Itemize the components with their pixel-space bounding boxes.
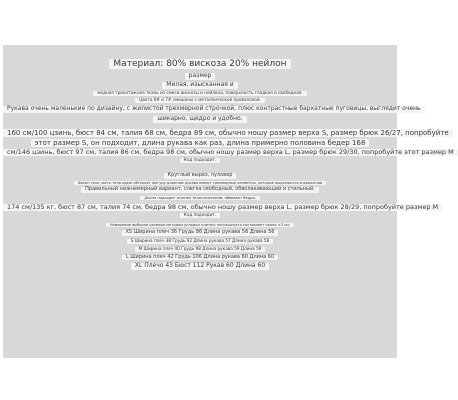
fit-line-3: [3, 202, 439, 211]
size-row-xl: [3, 263, 397, 270]
fit-note-line-3: [3, 213, 397, 218]
size-m-text: M Ширина плеч 40 Грудь 98 Длина рукава 59 Длина 59: [135, 247, 266, 252]
fabric-text: модная трикотажная ткань из смеси вискозы и нейлона, поверхность гладкая и свободная.: [93, 91, 306, 96]
length-note-line: [3, 196, 397, 200]
fit-text-3: 174 см/135 кг, бюст 87 см, талия 74 см, бедра 98 см, обычно ношу размер верха L, размер брюк 28/29, попробуйте размер M: [3, 204, 442, 211]
fit-note-2: Код подходит.: [180, 158, 220, 163]
size-l-text: L Ширина плеч 42 Грудь 106 Длина рукава 60 Длина 60: [122, 255, 278, 261]
crew-neck-line: [3, 173, 397, 179]
tiny-note-line: [3, 181, 397, 185]
style-line: [3, 82, 397, 89]
size-row-m: [3, 247, 397, 252]
sleeves-line: [3, 104, 421, 113]
size-row-s: [3, 239, 397, 244]
material-text: Материал: 80% вискоза 20% нейлон: [109, 59, 290, 69]
correct-combo-text: Правильный нижнемерный вариант, слегка свободный, обволакивающий и стильный.: [81, 187, 319, 193]
style-text: Милая, изысканная и: [162, 82, 237, 89]
size-s-text: S Ширина плеч 38 Грудь 92 Длина рукава 57 Длина рукава 58: [127, 239, 274, 244]
correct-combo-line: [3, 187, 397, 193]
fit-text-2: см/146 цзинь, бюст 97 см, талия 86 см, бедра 98 см, обычно ношу размер верха L, размер брюк 29/30, попробуйте этот размер M: [3, 149, 458, 156]
sleeves-text-2: шикарно, щедро и удобно.: [153, 116, 246, 123]
fit-line-2: [3, 147, 454, 156]
material-line: [3, 59, 397, 69]
product-description-sheet: [3, 45, 454, 358]
fit-text-1: 160 см/100 цзинь, бюст 84 см, талия 68 см, бедра 89 см, обычно ношу размер верха S, размер брюк 26/27, попробуйте: [3, 129, 453, 137]
length-note-text: Длина подходит многим телосложениям, обвивает бедра.: [140, 196, 260, 200]
measure-note-text: Измерение выборки размера методом укладки плитки: погрешность составляет около ±3 см.: [106, 223, 294, 227]
crew-neck-text: Круглый вырез, пуловер: [164, 173, 237, 179]
measure-note-line: [3, 223, 397, 227]
size-label-line: [3, 73, 397, 80]
fit-line-1: [3, 128, 449, 137]
size-xs-text: XS Ширина плеч 36 Грудь 86 Длина рукава 56 Длина 56: [122, 230, 279, 236]
fit-text-1b: этот размер S, он подходит, длина рукава как раз, длина примерно половина бедер 168: [31, 139, 370, 147]
size-label: размер: [185, 73, 216, 80]
fabric-line: [3, 91, 397, 96]
size-row-l: [3, 255, 397, 261]
colors-line: [3, 98, 397, 103]
sleeves-line-2: [3, 116, 397, 123]
size-xl-text: XL Плечо 43 Бюст 112 Рукав 60 Длина 60: [131, 263, 269, 270]
tiny-note-text: Фасон тело чаcть тела одеж обтекает фигуру длинные рукава имеют трехмерные элементы, которые выделяются в движении: [74, 181, 327, 185]
fit-line-1b: [3, 139, 397, 147]
colors-text: Цвета 6# и 7# смешаны с металлической проволокой.: [135, 98, 265, 103]
sleeves-text: Рукава очень маленькие по дизайну, с жилистой трехмерной строчкой, плюс контрастные бархатные пуговицы, выглядит очень: [3, 106, 425, 113]
fit-note-line-2: [3, 158, 397, 163]
fit-note-3: Код подходит.: [180, 213, 220, 218]
size-row-xs: [3, 230, 397, 236]
